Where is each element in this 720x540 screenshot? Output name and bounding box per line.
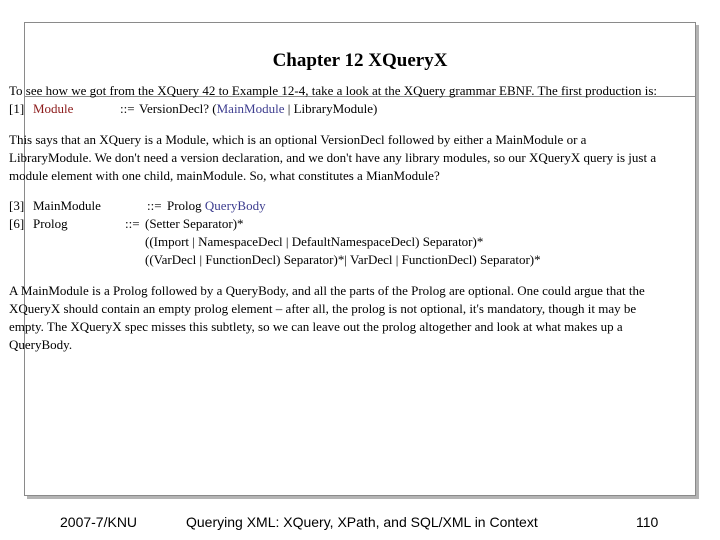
production-6 xyxy=(9,215,659,233)
slide-title: Chapter 12 XQueryX xyxy=(272,50,448,71)
slide-body xyxy=(9,82,659,354)
production-3 xyxy=(9,197,659,215)
production-1-rhs-c: | LibraryModule) xyxy=(284,101,378,116)
explanation-paragraph: This says that an XQuery is a Module, which is an optional VersionDecl followed by either a MainModule or a LibraryModule. We don't need a version declaration, and we don't have any library modules, so our XQueryX query is just a module element with one child, mainModule. So, what constitutes a MianModule? xyxy=(9,132,657,183)
production-1-name: Module xyxy=(33,101,74,116)
production-6-line-3 xyxy=(9,251,659,269)
production-1-rhs-a: VersionDecl? ( xyxy=(139,101,217,116)
footer-course-title: Querying XML: XQuery, XPath, and SQL/XML in Context xyxy=(186,514,538,530)
production-1 xyxy=(9,100,659,118)
production-3-rhs xyxy=(167,197,266,215)
footer-page-number: 110 xyxy=(636,514,659,530)
production-6-number: [6] xyxy=(9,216,25,231)
production-3-rhs-b: QueryBody xyxy=(204,198,266,213)
footer-date: 2007-7/KNU xyxy=(60,514,138,530)
production-1-separator: ::= xyxy=(120,101,135,116)
production-1-number: [1] xyxy=(9,101,25,116)
production-6-rhs: (Setter Separator)* xyxy=(145,216,244,231)
production-6-line-2 xyxy=(9,233,659,251)
production-3-name: MainModule xyxy=(33,198,101,213)
production-6-name: Prolog xyxy=(33,216,68,231)
conclusion-paragraph: A MainModule is a Prolog followed by a QueryBody, and all the parts of the Prolog are optional. One could argue that the XQueryX should contain an empty prolog element – after all, the prolog is not optional, it's mandatory, though it may be empty. The XQueryX spec misses this subtlety, so we can leave out the prolog altogether and look at what makes up a QueryBody. xyxy=(9,283,645,352)
production-3-rhs-a: Prolog xyxy=(167,198,205,213)
intro-paragraph: To see how we got from the XQuery 42 to Example 12-4, take a look at the XQuery grammar EBNF. The first production is: xyxy=(9,83,658,98)
production-3-number: [3] xyxy=(9,198,25,213)
production-1-rhs xyxy=(139,100,377,118)
production-6-line-2-text: ((Import | NamespaceDecl | DefaultNamespaceDecl) Separator)* xyxy=(145,234,484,249)
production-3-separator: ::= xyxy=(147,198,162,213)
production-6-line-3-text: ((VarDecl | FunctionDecl) Separator)*| VarDecl | FunctionDecl) Separator)* xyxy=(145,252,541,267)
production-6-separator: ::= xyxy=(125,216,140,231)
production-1-rhs-b: MainModule xyxy=(216,101,285,116)
